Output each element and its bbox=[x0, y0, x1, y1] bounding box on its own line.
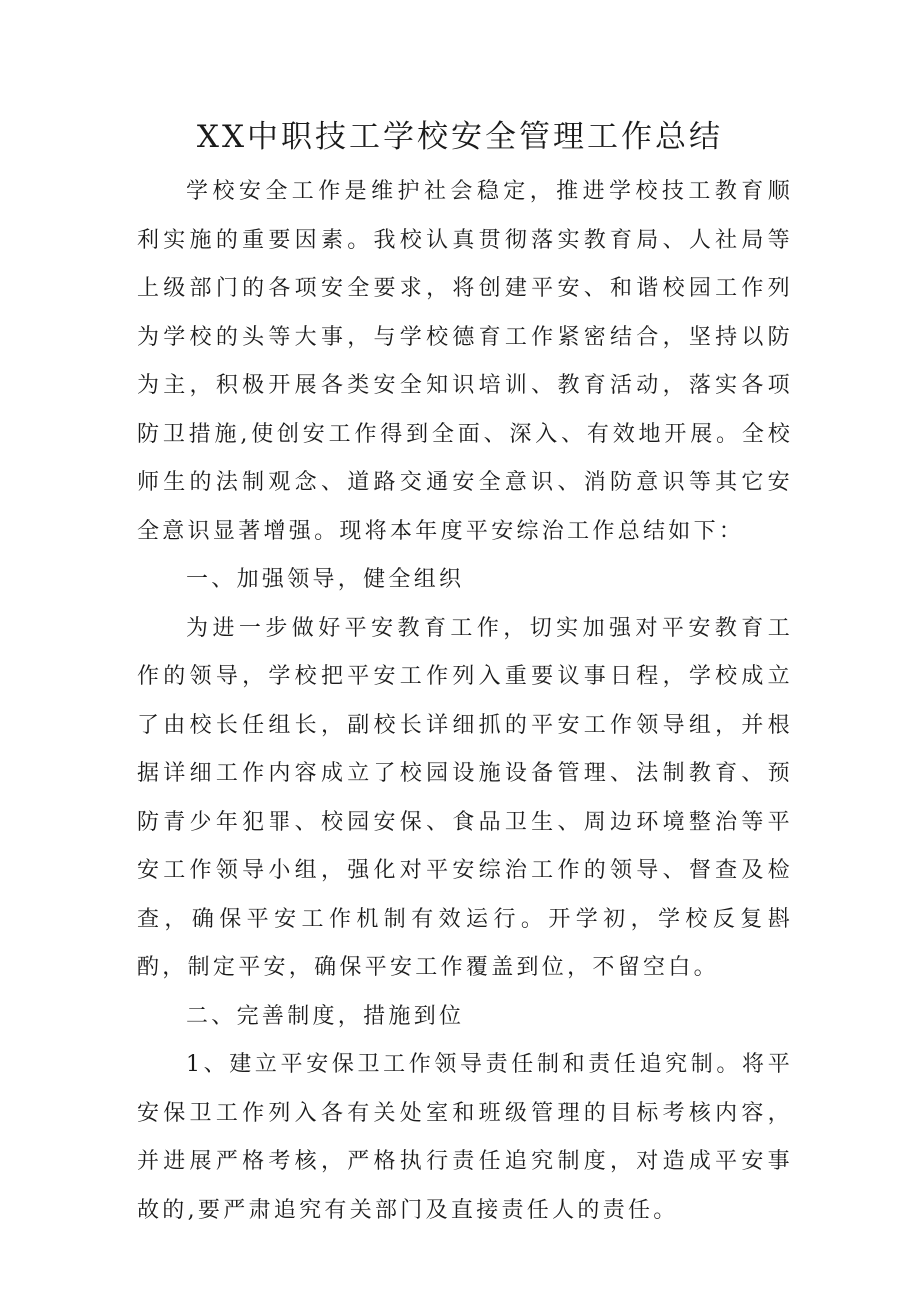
section-2-paragraph: 1、建立平安保卫工作领导责任制和责任追究制。将平安保卫工作列入各有关处室和班级管理的目标考核内容，并进展严格考核，严格执行责任追究制度，对造成平安事故的,要严肃追究有关部门及直接责任人的责任。 bbox=[137, 1052, 793, 1223]
document-body bbox=[137, 168, 793, 1235]
section-heading-2: 二、完善制度，措施到位 bbox=[186, 1003, 465, 1029]
document-title: XX中职技工学校安全管理工作总结 bbox=[196, 119, 724, 155]
section-1-paragraph: 为进一步做好平安教育工作，切实加强对平安教育工作的领导，学校把平安工作列入重要议事日程，学校成立了由校长任组长，副校长详细抓的平安工作领导组，并根据详细工作内容成立了校园设施设备管理、法制教育、预防青少年犯罪、校园安保、食品卫生、周边环境整治等平安工作领导小组，强化对平安综治工作的领导、督查及检查，确保平安工作机制有效运行。开学初，学校反复斟酌，制定平安，确保平安工作覆盖到位，不留空白。 bbox=[137, 615, 793, 980]
section-heading-1: 一、加强领导，健全组织 bbox=[186, 567, 465, 592]
intro-paragraph: 学校安全工作是维护社会稳定，推进学校技工教育顺利实施的重要因素。我校认真贯彻落实教育局、人社局等上级部门的各项安全要求，将创建平安、和谐校园工作列为学校的头等大事，与学校德育工作紧密结合，坚持以防为主，积极开展各类安全知识培训、教育活动，落实各项防卫措施,使创安工作得到全面、深入、有效地开展。全校师生的法制观念、道路交通安全意识、消防意识等其它安全意识显著增强。现将本年度平安综治工作总结如下： bbox=[137, 179, 793, 544]
